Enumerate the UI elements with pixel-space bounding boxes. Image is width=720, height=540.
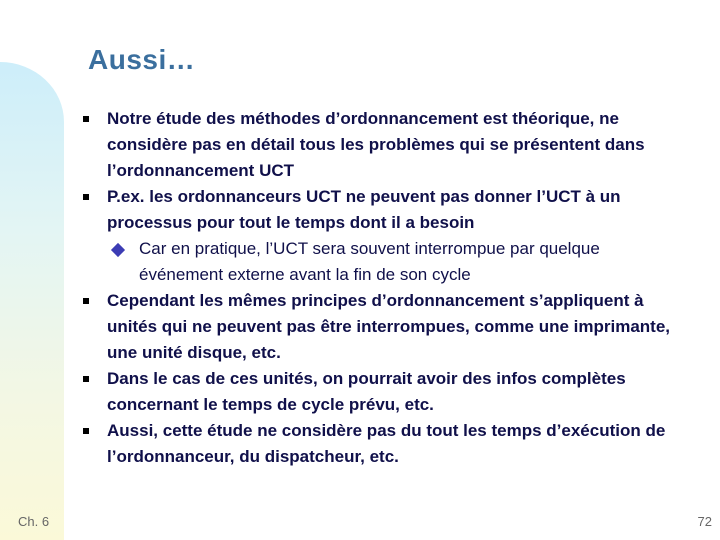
page-number: 72 [697, 514, 712, 529]
bullet-item [80, 184, 686, 288]
bullet-text: Notre étude des méthodes d’ordonnancement est théorique, ne considère pas en détail tous les problèmes qui se présentent dans l’ordonnancement UCT [107, 109, 645, 180]
bullet-text: P.ex. les ordonnanceurs UCT ne peuvent pas donner l’UCT à un processus pour tout le temps dont il a besoin [107, 187, 621, 232]
diamond-bullet-icon [111, 243, 125, 257]
bullet-item [80, 288, 686, 366]
bullet-item [80, 366, 686, 418]
bullet-text: Dans le cas de ces unités, on pourrait avoir des infos complètes concernant le temps de cycle prévu, etc. [107, 369, 626, 414]
square-bullet-icon [83, 376, 89, 382]
bullet-item [80, 106, 686, 184]
square-bullet-icon [83, 298, 89, 304]
bullet-item [80, 418, 686, 470]
square-bullet-icon [83, 428, 89, 434]
chapter-label: Ch. 6 [18, 514, 50, 529]
slide-title: Aussi… [88, 44, 196, 75]
square-bullet-icon [83, 194, 89, 200]
sub-bullet-item [107, 236, 686, 288]
bullet-text: Aussi, cette étude ne considère pas du tout les temps d’exécution de l’ordonnanceur, du dispatcheur, etc. [107, 421, 666, 466]
side-gradient-decoration [0, 62, 64, 540]
square-bullet-icon [83, 116, 89, 122]
bullet-list [80, 106, 686, 470]
sub-bullet-list [107, 236, 686, 288]
sub-bullet-text: Car en pratique, l’UCT sera souvent interrompue par quelque événement externe avant la fin de son cycle [139, 239, 600, 284]
bullet-text: Cependant les mêmes principes d’ordonnancement s’appliquent à unités qui ne peuvent pas être interrompues, comme une imprimante, une unité disque, etc. [107, 291, 671, 362]
